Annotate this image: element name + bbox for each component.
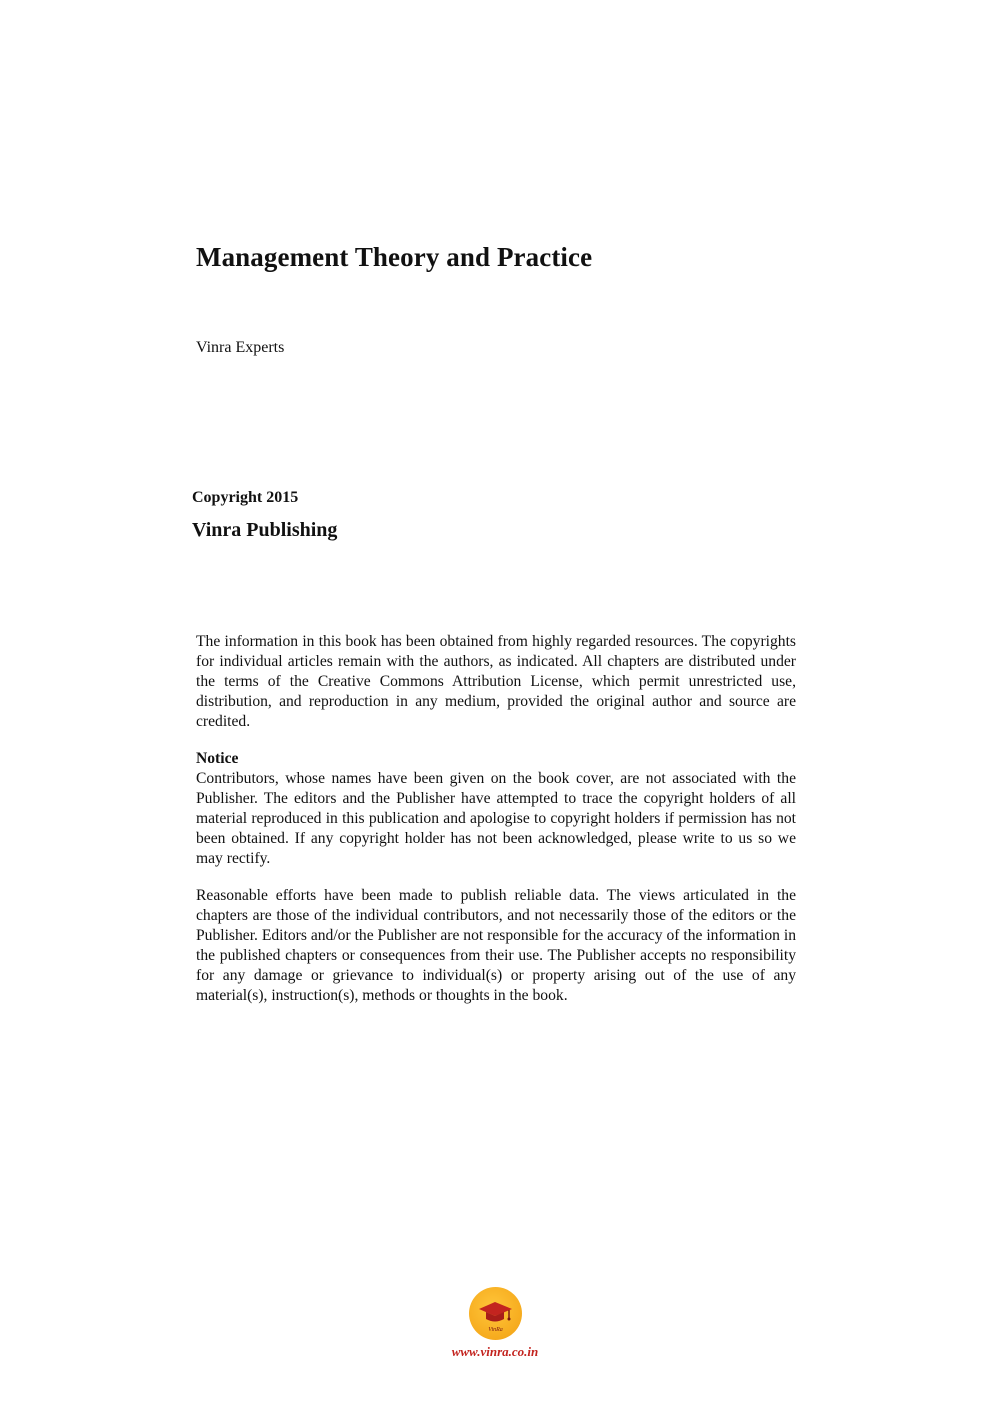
book-author: Vinra Experts bbox=[196, 339, 285, 356]
publisher-logo bbox=[469, 1287, 522, 1340]
legal-notice-block bbox=[196, 632, 796, 1006]
notice-heading: Notice bbox=[196, 750, 239, 767]
copyright-line: Copyright 2015 bbox=[192, 489, 299, 506]
book-title: Management Theory and Practice bbox=[196, 242, 593, 272]
graduation-cap-icon bbox=[469, 1287, 522, 1340]
website-url: www.vinra.co.in bbox=[451, 1344, 539, 1359]
efforts-paragraph: Reasonable efforts have been made to publish reliable data. The views articulated in the chapters are those of the individual contributors, and not necessarily those of the editors or the Publisher. Editors and/or the Publisher are not responsible for the accuracy of the information in the published chapters or consequences from their use. The Publisher accepts no responsibility for any damage or grievance to individual(s) or property arising out of the use of any material(s), instruction(s), methods or thoughts in the book. bbox=[196, 887, 796, 1004]
contributors-paragraph: Contributors, whose names have been given on the book cover, are not associated with the Publisher. The editors and the Publisher have attempted to trace the copyright holders of all material reproduced in this publication and apologise to copyright holders if permission has not been obtained. If any copyright holder has not been acknowledged, please write to us so we may rectify. bbox=[196, 770, 796, 867]
info-paragraph: The information in this book has been obtained from highly regarded resources. The copyrights for individual articles remain with the authors, as indicated. All chapters are distributed under the terms of the Creative Commons Attribution License, which permit unrestricted use, distribution, and reproduction in any medium, provided the original author and source are credited. bbox=[196, 633, 796, 730]
publisher-name: Vinra Publishing bbox=[192, 519, 338, 541]
logo-wordmark: VinRa bbox=[488, 1327, 503, 1333]
